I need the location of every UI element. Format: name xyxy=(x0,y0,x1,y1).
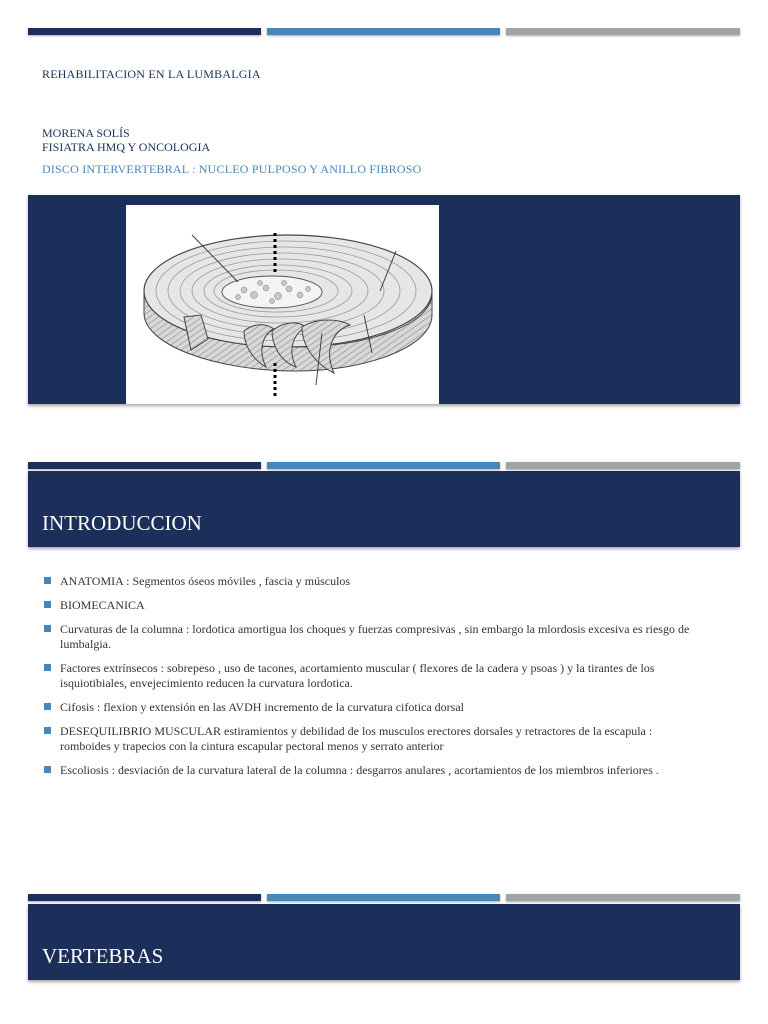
accent-bar-navy xyxy=(28,462,261,469)
bullet-item: DESEQUILIBRIO MUSCULAR estiramientos y debilidad de los musculos erectores dorsales y retractores de la escapula : romboides y trapecios con la cintura escapular pectoral menos y serrato anterior xyxy=(44,724,704,754)
figure-panel xyxy=(28,195,740,404)
slide1-subtitle: DISCO INTERVERTEBRAL : NUCLEO PULPOSO Y ANILLO FIBROSO xyxy=(42,162,422,176)
slide2-accent-bars xyxy=(28,462,740,470)
accent-bar-blue xyxy=(267,894,500,901)
intervertebral-disc-drawing xyxy=(126,205,439,404)
author-name: MORENA SOLÍS xyxy=(42,126,130,140)
accent-bar-navy xyxy=(28,28,261,35)
bullet-item: BIOMECANICA xyxy=(44,598,704,613)
bullet-item: ANATOMIA : Segmentos óseos móviles , fascia y músculos xyxy=(44,574,704,589)
slide1-accent-bars xyxy=(28,28,740,36)
bullet-item: Cifosis : flexion y extensión en las AVDH incremento de la curvatura cifotica dorsal xyxy=(44,700,704,715)
accent-bar-gray xyxy=(506,28,740,35)
slide3-title: VERTEBRAS xyxy=(42,944,164,968)
accent-bar-blue xyxy=(267,28,500,35)
slide2-title-panel xyxy=(28,471,740,547)
author-block xyxy=(42,126,210,154)
slide3-accent-bars xyxy=(28,894,740,902)
accent-bar-gray xyxy=(506,894,740,901)
bullet-item: Curvaturas de la columna : lordotica amortigua los choques y fuerzas compresivas , sin embargo la mlordosis excesiva es riesgo de lumbalgia. xyxy=(44,622,704,652)
introduction-bullet-list xyxy=(44,574,704,787)
bullet-item: Escoliosis : desviación de la curvatura lateral de la columna : desgarros anulares , acortamientos de los miembros inferiores . xyxy=(44,763,704,778)
slide1-title: REHABILITACION EN LA LUMBALGIA xyxy=(42,67,261,81)
accent-bar-blue xyxy=(267,462,500,469)
slide2-title: INTRODUCCION xyxy=(42,511,202,535)
author-role: FISIATRA HMQ Y ONCOLOGIA xyxy=(42,140,211,154)
accent-bar-navy xyxy=(28,894,261,901)
accent-bar-gray xyxy=(506,462,740,469)
bullet-item: Factores extrínsecos : sobrepeso , uso de tacones, acortamiento muscular ( flexores de la cadera y psoas ) y la tirantes de los isquiotibiales, envejecimiento reducen la curvatura lordotica. xyxy=(44,661,704,691)
slide3-title-panel xyxy=(28,904,740,980)
disc-illustration xyxy=(126,205,439,404)
